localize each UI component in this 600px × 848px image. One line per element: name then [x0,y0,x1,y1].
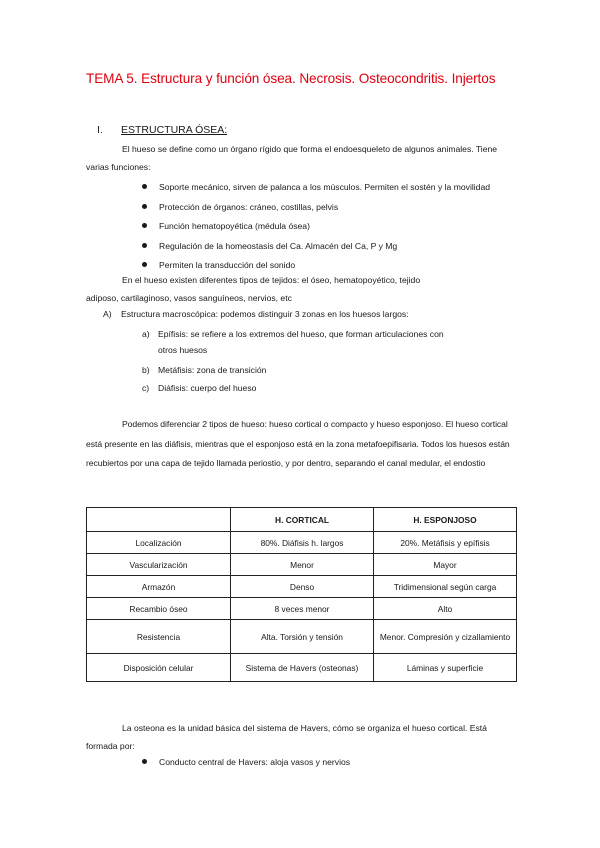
bullet-icon [142,262,147,267]
list-item: Permiten la transducción del sonido [142,259,490,279]
table-cell: Alto [374,598,517,620]
table-row [87,620,517,654]
table-cell: 80%. Diáfisis h. largos [231,532,374,554]
bullet-icon [142,204,147,209]
bullet-icon [142,184,147,189]
tissues-paragraph: En el hueso existen diferentes tipos de tejidos: el óseo, hematopoyético, tejido adiposo, cartilaginoso, vasos sanguíneos, nervios, etc [86,275,421,303]
table-header-cell: H. ESPONJOSO [374,508,517,532]
table-cell: Menor [231,554,374,576]
bone-comparison-table [86,507,517,682]
intro-paragraph: El hueso se define como un órgano rígido que forma el endoesqueleto de algunos animales. Tiene varias funciones: [86,144,498,172]
list-item: Soporte mecánico, sirven de palanca a los músculos. Permiten el sostén y la movilidad [142,181,490,201]
list-item-epifisis: a) Epífisis: se refiere a los extremos del hueso, que forman articulaciones con otros huesos [142,329,444,355]
list-item: Regulación de la homeostasis del Ca. Almacén del Ca, P y Mg [142,240,490,260]
table-cell: Resistencia [87,620,231,654]
table-header-row [87,508,517,532]
table-row [87,598,517,620]
table-cell: Menor. Compresión y cizallamiento [374,620,517,654]
table-cell: Vascularización [87,554,231,576]
table-header-cell [87,508,231,532]
table-cell: Mayor [374,554,517,576]
bullet-icon [142,223,147,228]
table-cell: Armazón [87,576,231,598]
document-title: TEMA 5. Estructura y función ósea. Necrosis. Osteocondritis. Injertos [86,71,496,86]
table-row [87,532,517,554]
table-cell: 8 veces menor [231,598,374,620]
table-row [87,576,517,598]
table-cell: Sistema de Havers (osteonas) [231,654,374,682]
bullet-icon [142,759,147,764]
table-cell: Tridimensional según carga [374,576,517,598]
list-item: Protección de órganos: cráneo, costillas, pelvis [142,201,490,221]
table-cell: Disposición celular [87,654,231,682]
functions-list [142,181,490,279]
section-title: ESTRUCTURA ÓSEA: [121,124,228,136]
table-header-cell: H. CORTICAL [231,508,374,532]
list-item: Conducto central de Havers: aloja vasos y nervios [142,756,350,768]
bone-types-paragraph: Podemos diferenciar 2 tipos de hueso: hueso cortical o compacto y hueso esponjoso. El hueso cortical está presente en las diáfisis, mientras que el esponjoso está en la zona metafoepifisaria. Todos los huesos están recubiertos por una capa de tejido llamada periostio, y por dentro, separando el canal medular, el endostio [86,419,510,468]
table-row [87,554,517,576]
list-item-diafisis: c) Diáfisis: cuerpo del hueso [142,383,257,393]
list-item-metafisis: b) Metáfisis: zona de transición [142,365,267,375]
section-number: I. [97,124,103,136]
table-cell: Denso [231,576,374,598]
osteona-paragraph: La osteona es la unidad básica del sistema de Havers, cómo se organiza el hueso cortical. Está formada por: [86,723,487,751]
osteona-list [142,756,350,768]
list-item: Función hematopoyética (médula ósea) [142,220,490,240]
macro-heading: Estructura macroscópica: podemos distinguir 3 zonas en los huesos largos: [121,309,409,319]
table-cell: Alta. Torsión y tensión [231,620,374,654]
table-cell: Recambio óseo [87,598,231,620]
table-cell: Láminas y superficie [374,654,517,682]
table-cell: 20%. Metáfisis y epífisis [374,532,517,554]
table-row [87,654,517,682]
bullet-icon [142,243,147,248]
macro-marker: A) [103,309,112,319]
table-cell: Localización [87,532,231,554]
